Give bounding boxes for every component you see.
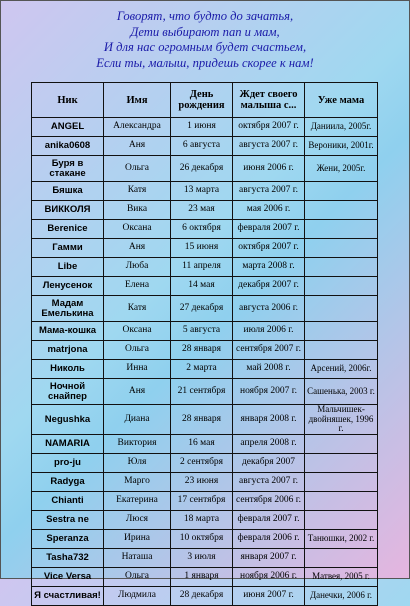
nick-cell: Бяшка [32,182,104,201]
waiting-cell: сентября 2006 г. [233,491,305,510]
table-row [32,322,378,341]
table-row [32,220,378,239]
mom-cell [305,201,378,220]
waiting-cell: мая 2006 г. [233,201,305,220]
nick-cell: Berenice [32,220,104,239]
birthday-cell: 10 октября [171,529,233,548]
mom-cell [305,182,378,201]
name-cell: Ольга [104,567,171,586]
table-row [32,529,378,548]
poem-line: Дети выбирают пап и мам, [130,24,280,39]
nick-cell: Николь [32,360,104,379]
mom-cell: Арсений, 2006г. [305,360,378,379]
table-row [32,548,378,567]
birthday-cell: 23 мая [171,201,233,220]
waiting-cell: октября 2007 г. [233,239,305,258]
mom-cell [305,341,378,360]
table-row [32,341,378,360]
name-cell: Юля [104,453,171,472]
name-cell: Оксана [104,220,171,239]
nick-cell: NAMARIA [32,434,104,453]
table-row [32,510,378,529]
mom-cell: Танюшки, 2002 г. [305,529,378,548]
table-row [32,360,378,379]
mom-cell [305,277,378,296]
table-row [32,277,378,296]
poem-line: Говорят, что будто до зачатья, [116,9,294,23]
table-row [32,118,378,137]
waiting-cell: июня 2007 г. [233,586,305,605]
table-row [32,472,378,491]
header-birthday: День рождения [171,83,233,118]
name-cell: Аня [104,137,171,156]
name-cell: Люся [104,510,171,529]
birthday-cell: 18 марта [171,510,233,529]
name-cell: Катя [104,182,171,201]
table-row [32,137,378,156]
mom-cell: Даниила, 2005г. [305,118,378,137]
waiting-cell: марта 2008 г. [233,258,305,277]
waiting-cell: октября 2007 г. [233,118,305,137]
name-cell: Людмила [104,586,171,605]
table-row [32,567,378,586]
waiting-cell: июля 2006 г. [233,322,305,341]
nick-cell: pro-ju [32,453,104,472]
header-waiting: Ждет своего малыша с... [233,83,305,118]
mom-cell [305,258,378,277]
nick-cell: Ленусенок [32,277,104,296]
birthday-cell: 5 августа [171,322,233,341]
header-mom: Уже мама [305,83,378,118]
waiting-cell: августа 2007 г. [233,472,305,491]
birthday-cell: 15 июня [171,239,233,258]
mom-cell [305,239,378,258]
name-cell: Виктория [104,434,171,453]
mom-cell: Вероники, 2001г. [305,137,378,156]
waiting-cell: май 2008 г. [233,360,305,379]
birthday-cell: 2 сентября [171,453,233,472]
waiting-cell: января 2008 г. [233,405,305,435]
name-cell: Елена [104,277,171,296]
nick-cell: Negushka [32,405,104,435]
waiting-cell: февраля 2006 г. [233,529,305,548]
birthday-cell: 14 мая [171,277,233,296]
birthday-cell: 6 октября [171,220,233,239]
mom-cell [305,322,378,341]
table-row [32,491,378,510]
name-cell: Александра [104,118,171,137]
birthday-cell: 28 января [171,341,233,360]
birthday-cell: 28 января [171,405,233,435]
mom-cell [305,548,378,567]
nick-cell: anika0608 [32,137,104,156]
birthday-cell: 26 декабря [171,156,233,182]
nick-cell: Гамми [32,239,104,258]
nick-cell: Ночной снайпер [32,379,104,405]
nick-cell: ВИККОЛЯ [32,201,104,220]
nick-cell: Chianti [32,491,104,510]
waiting-cell: августа 2007 г. [233,182,305,201]
nick-cell: Speranza [32,529,104,548]
birthday-cell: 6 августа [171,137,233,156]
mom-cell [305,472,378,491]
waiting-cell: августа 2006 г. [233,296,305,322]
mom-cell: Мальчишек-двойняшек, 1996 г. [305,405,378,435]
table-row [32,239,378,258]
birthday-cell: 1 июня [171,118,233,137]
nick-cell: matrjona [32,341,104,360]
header-name: Имя [104,83,171,118]
birthday-cell: 27 декабря [171,296,233,322]
mom-cell: Данечки, 2006 г. [305,586,378,605]
waiting-cell: ноября 2007 г. [233,379,305,405]
waiting-cell: сентября 2007 г. [233,341,305,360]
header-nick: Ник [32,83,104,118]
nick-cell: Vice Versa [32,567,104,586]
waiting-cell: февраля 2007 г. [233,510,305,529]
nick-cell: Мама-кошка [32,322,104,341]
nick-cell: Libe [32,258,104,277]
waiting-cell: июня 2006 г. [233,156,305,182]
name-cell: Ольга [104,341,171,360]
table-row [32,405,378,435]
mom-cell: Матвея, 2005 г. [305,567,378,586]
table-row [32,201,378,220]
name-cell: Аня [104,239,171,258]
name-cell: Вика [104,201,171,220]
waiting-cell: декабря 2007 г. [233,277,305,296]
waiting-cell: декабря 2007 [233,453,305,472]
table-row [32,379,378,405]
birthday-cell: 17 сентября [171,491,233,510]
mom-cell: Сашенька, 2003 г. [305,379,378,405]
birthday-cell: 11 апреля [171,258,233,277]
name-cell: Оксана [104,322,171,341]
name-cell: Ирина [104,529,171,548]
table-row [32,586,378,605]
birthday-cell: 16 мая [171,434,233,453]
waiting-cell: августа 2007 г. [233,137,305,156]
nick-cell: Tasha732 [32,548,104,567]
nick-cell: Sestra ne [32,510,104,529]
mom-cell [305,453,378,472]
header-row [32,83,378,118]
members-table [31,82,378,606]
table-row [32,453,378,472]
mom-cell: Жени, 2005г. [305,156,378,182]
nick-cell: Radyga [32,472,104,491]
mom-cell [305,510,378,529]
waiting-cell: ноября 2006 г. [233,567,305,586]
poem-line: Если ты, малыш, придешь скорее к нам! [96,55,314,70]
nick-cell: ANGEL [32,118,104,137]
birthday-cell: 23 июня [171,472,233,491]
table-row [32,434,378,453]
nick-cell: Я счастливая! [32,586,104,605]
birthday-cell: 3 июля [171,548,233,567]
waiting-cell: апреля 2008 г. [233,434,305,453]
name-cell: Марго [104,472,171,491]
waiting-cell: февраля 2007 г. [233,220,305,239]
table-row [32,182,378,201]
birthday-cell: 2 марта [171,360,233,379]
table-row [32,296,378,322]
name-cell: Диана [104,405,171,435]
name-cell: Инна [104,360,171,379]
birthday-cell: 1 января [171,567,233,586]
nick-cell: Буря в стакане [32,156,104,182]
name-cell: Ольга [104,156,171,182]
name-cell: Наташа [104,548,171,567]
poem-line: И для нас огромным будет счастьем, [103,40,307,55]
name-cell: Катя [104,296,171,322]
name-cell: Екатерина [104,491,171,510]
mom-cell [305,220,378,239]
waiting-cell: января 2007 г. [233,548,305,567]
name-cell: Аня [104,379,171,405]
birthday-cell: 21 сентября [171,379,233,405]
nick-cell: Мадам Емелькина [32,296,104,322]
birthday-cell: 28 декабря [171,586,233,605]
table-row [32,258,378,277]
mom-cell [305,434,378,453]
poem [0,9,410,71]
mom-cell [305,296,378,322]
name-cell: Люба [104,258,171,277]
birthday-cell: 13 марта [171,182,233,201]
mom-cell [305,491,378,510]
table-row [32,156,378,182]
